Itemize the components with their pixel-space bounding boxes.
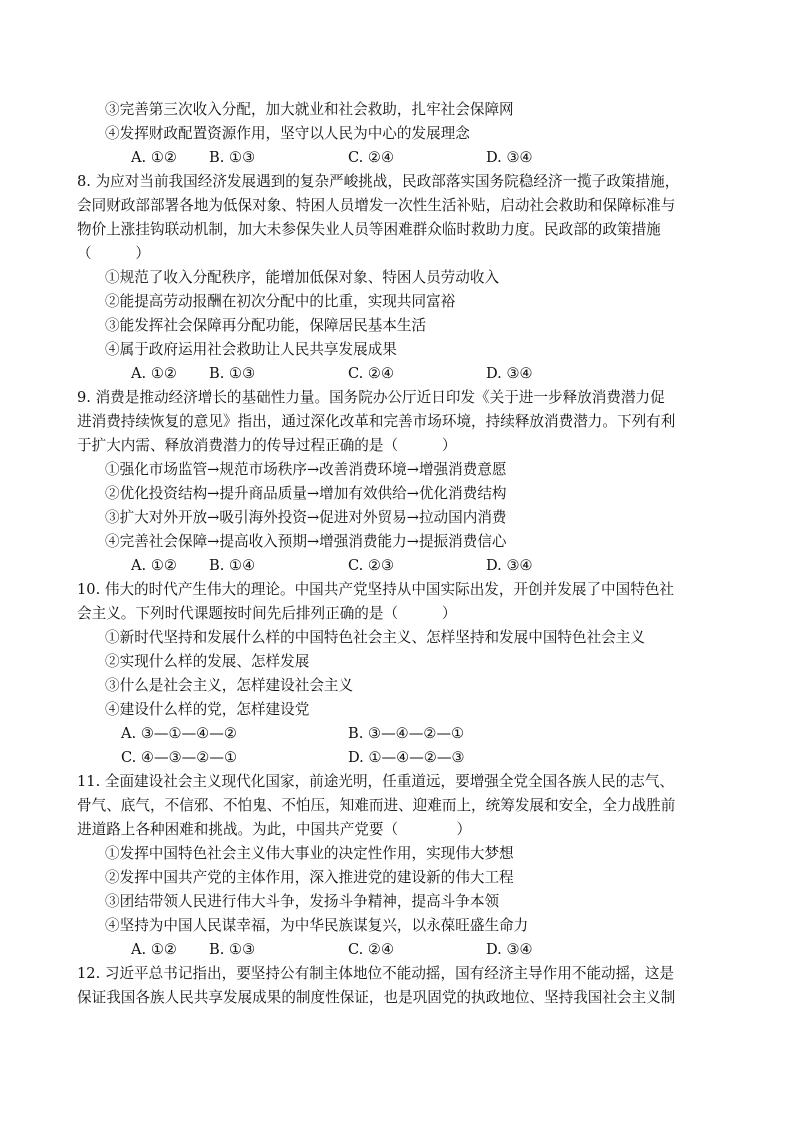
q11-choice-a: A. ①②	[131, 941, 177, 958]
q11-stem-line-1: 11. 全面建设社会主义现代化国家，前途光明，任重道远，要增强全党全国各族人民的志气、	[77, 773, 675, 790]
q9-stem-line-2: 进消费持续恢复的意见》指出，通过深化改革和完善市场环境，持续释放消费潜力。下列有利	[77, 413, 676, 430]
q8-option-4: ④属于政府运用社会救助让人民共享发展成果	[105, 341, 397, 358]
q10-choice-c: C. ④—③—②—①	[121, 749, 238, 766]
q11-option-3: ③团结带领人民进行伟大斗争，发扬斗争精神，提高斗争本领	[105, 893, 500, 910]
q10-choices-row-2	[0, 746, 794, 770]
q8-stem-line-4: （ ）	[77, 245, 150, 262]
q10-option-4: ④建设什么样的党，怎样建设党	[105, 701, 310, 718]
q11-choice-d: D. ③④	[486, 941, 533, 958]
q11-choices	[0, 938, 794, 962]
q10-choice-b: B. ③—④—②—①	[348, 725, 465, 742]
q10-choice-a: A. ③—①—④—②	[121, 725, 237, 742]
q9-option-1: ①强化市场监管→规范市场秩序→改善消费环境→增强消费意愿	[105, 461, 507, 478]
q10-choices-row-1	[0, 722, 794, 746]
q11-stem-line-3: 进道路上各种困难和挑战。为此，中国共产党要（ ）	[77, 821, 472, 838]
q10-stem-line-1: 10. 伟大的时代产生伟大的理论。中国共产党坚持从中国实际出发，开创并发展了中国特色社	[77, 581, 675, 598]
q12-stem-line-1: 12. 习近平总书记指出，要坚持公有制主体地位不能动摇，国有经济主导作用不能动摇，这是	[77, 965, 675, 982]
q8-choice-c: C. ②④	[348, 365, 395, 382]
q9-choice-c: C. ②③	[348, 557, 395, 574]
q7-choice-a: A. ①②	[131, 149, 177, 166]
q11-choice-c: C. ②④	[348, 941, 395, 958]
q8-choice-a: A. ①②	[131, 365, 177, 382]
q11-option-2: ②发挥中国共产党的主体作用，深入推进党的建设新的伟大工程	[105, 869, 514, 886]
q9-choice-b: B. ①④	[209, 557, 256, 574]
q9-choice-d: D. ③④	[486, 557, 533, 574]
q8-choice-b: B. ①③	[209, 365, 256, 382]
q9-stem-line-3: 于扩大内需、释放消费潜力的传导过程正确的是（ ）	[77, 437, 457, 454]
q12-stem-line-2: 保证我国各族人民共享发展成果的制度性保证，也是巩固党的执政地位、坚持我国社会主义制	[77, 989, 676, 1006]
q9-option-3: ③扩大对外开放→吸引海外投资→促进对外贸易→拉动国内消费	[105, 509, 507, 526]
q10-option-1: ①新时代坚持和发展什么样的中国特色社会主义、怎样坚持和发展中国特色社会主义	[105, 629, 645, 646]
q7-choice-c: C. ②④	[348, 149, 395, 166]
q10-option-2: ②实现什么样的发展、怎样发展	[105, 653, 310, 670]
q7-option-4: ④发挥财政配置资源作用，坚守以人民为中心的发展理念	[105, 125, 470, 142]
q9-option-2: ②优化投资结构→提升商品质量→增加有效供给→优化消费结构	[105, 485, 507, 502]
q7-choice-d: D. ③④	[486, 149, 533, 166]
q9-stem-line-1: 9. 消费是推动经济增长的基础性力量。国务院办公厅近日印发《关于进一步释放消费潜力促	[77, 389, 665, 406]
q8-option-1: ①规范了收入分配秩序，能增加低保对象、特困人员劳动收入	[105, 269, 500, 286]
q11-choice-b: B. ①③	[209, 941, 256, 958]
q11-stem-line-2: 骨气、底气，不信邪、不怕鬼、不怕压，知难而进、迎难而上，统筹发展和安全，全力战胜前	[77, 797, 676, 814]
q7-choice-b: B. ①③	[209, 149, 256, 166]
q8-option-2: ②能提高劳动报酬在初次分配中的比重，实现共同富裕	[105, 293, 456, 310]
q11-option-4: ④坚持为中国人民谋幸福，为中华民族谋复兴，以永葆旺盛生命力	[105, 917, 529, 934]
q10-stem-line-2: 会主义。下列时代课题按时间先后排列正确的是（ ）	[77, 605, 457, 622]
q8-stem-line-3: 物价上涨挂钩联动机制，加大未参保失业人员等困难群众临时救助力度。民政部的政策措施	[77, 221, 661, 238]
q9-option-4: ④完善社会保障→提高收入预期→增强消费能力→提振消费信心	[105, 533, 507, 550]
q9-choices	[0, 554, 794, 578]
q11-option-1: ①发挥中国特色社会主义伟大事业的决定性作用，实现伟大梦想	[105, 845, 514, 862]
q8-stem-line-1: 8. 为应对当前我国经济发展遇到的复杂严峻挑战，民政部落实国务院稳经济一揽子政策措施，	[77, 173, 680, 190]
q9-choice-a: A. ①②	[131, 557, 177, 574]
q10-option-3: ③什么是社会主义，怎样建设社会主义	[105, 677, 354, 694]
q8-choice-d: D. ③④	[486, 365, 533, 382]
q8-stem-line-2: 会同财政部部署各地为低保对象、特困人员增发一次性生活补贴，启动社会救助和保障标准与	[77, 197, 676, 214]
q7-option-3: ③完善第三次收入分配，加大就业和社会救助，扎牢社会保障网	[105, 101, 514, 118]
q8-option-3: ③能发挥社会保障再分配功能，保障居民基本生活	[105, 317, 427, 334]
q8-choices	[0, 362, 794, 386]
q10-choice-d: D. ①—④—②—③	[348, 749, 465, 766]
q7-choices	[0, 146, 794, 170]
